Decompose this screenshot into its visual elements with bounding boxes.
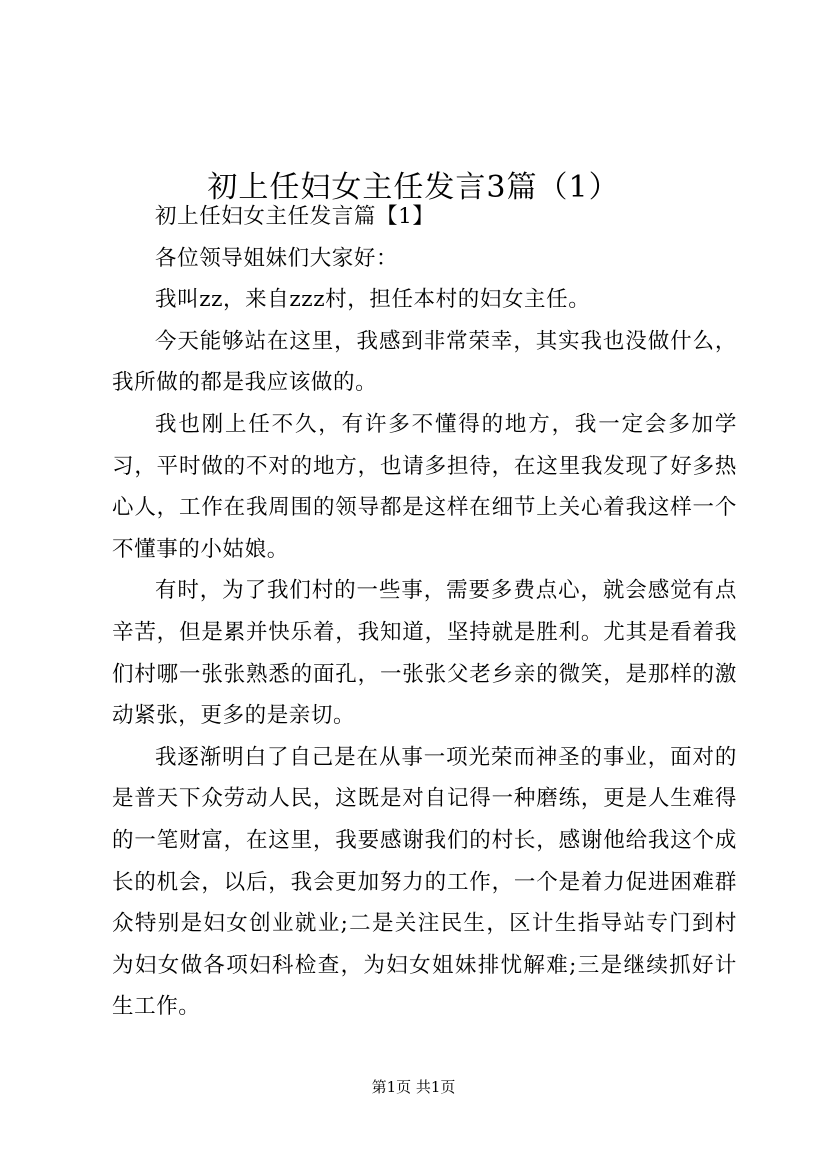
paragraph: 有时，为了我们村的一些事，需要多费点心，就会感觉有点辛苦，但是累并快乐着，我知道，坚持就是胜利。尤其是看着我们村哪一张张熟悉的面孔，一张张父老乡亲的微笑，是那样的激动紧张，更多的是亲切。 (112, 578, 737, 729)
paragraph: 今天能够站在这里，我感到非常荣幸，其实我也没做什么，我所做的都是我应该做的。 (112, 328, 737, 396)
paragraph: 我叫zz，来自zzz村，担任本村的妇女主任。 (155, 287, 591, 313)
paragraph: 我也刚上任不久，有许多不懂得的地方，我一定会多加学习，平时做的不对的地方，也请多担待，在这里我发现了好多热心人，工作在我周围的领导都是这样在细节上关心着我这样一个不懂事的小姑娘。 (112, 411, 737, 562)
document-title: 初上任妇女主任发言3篇（1） (207, 170, 620, 206)
paragraph: 初上任妇女主任发言篇【1】 (155, 204, 435, 229)
paragraph: 我逐渐明白了自己是在从事一项光荣而神圣的事业，面对的是普天下众劳动人民，这既是对自记得一种磨练，更是人生难得的一笔财富，在这里，我要感谢我们的村长，感谢他给我这个成长的机会，以后，我会更加努力的工作，一个是着力促进困难群众特别是妇女创业就业;二是关注民生，区计生指导站专门到村为妇女做各项妇科检查，为妇女姐妹排忧解难;三是继续抓好计生工作。 (112, 744, 737, 1020)
paragraph: 各位领导姐妹们大家好： (155, 245, 399, 271)
document-body (112, 196, 737, 1028)
page-footer: 第1页 共1页 (371, 1078, 456, 1096)
